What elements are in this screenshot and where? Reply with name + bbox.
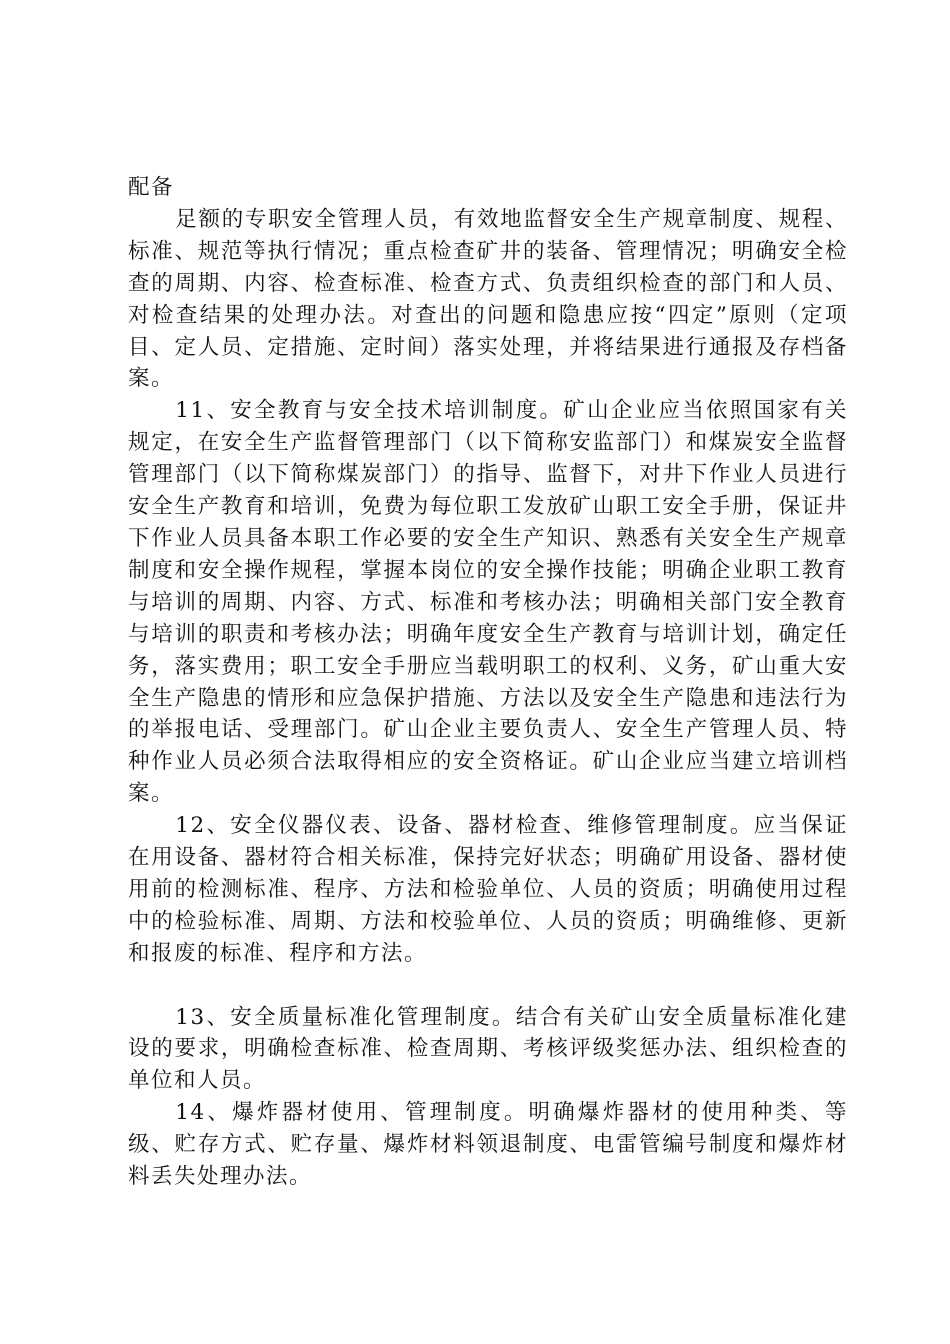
paragraph-gap: [128, 970, 848, 1002]
paragraph-11-safety-education: 11、安全教育与安全技术培训制度。矿山企业应当依照国家有关规定，在安全生产监督管理部门（以下简称安监部门）和煤炭安全监督管理部门（以下简称煤炭部门）的指导、监督下，对井下作业人员进行安全生产教育和培训，免费为每位职工发放矿山职工安全手册，保证井下作业人员具备本职工作必要的安全生产知识、熟悉有关安全生产规章制度和安全操作规程，掌握本岗位的安全操作技能；明确企业职工教育与培训的周期、内容、方式、标准和考核办法；明确相关部门安全教育与培训的职责和考核办法；明确年度安全生产教育与培训计划，确定任务，落实费用；职工安全手册应当载明职工的权利、义务，矿山重大安全生产隐患的情形和应急保护措施、方法以及安全生产隐患和违法行为的举报电话、受理部门。矿山企业主要负责人、安全生产管理人员、特种作业人员必须合法取得相应的安全资格证。矿山企业应当建立培训档案。: [128, 398, 848, 807]
paragraph-13-quality-standardization: 13、安全质量标准化管理制度。结合有关矿山安全质量标准化建设的要求，明确检查标准、检查周期、考核评级奖惩办法、组织检查的单位和人员。: [128, 1004, 848, 1094]
paragraph-14-explosives-management: 14、爆炸器材使用、管理制度。明确爆炸器材的使用种类、等级、贮存方式、贮存量、爆炸材料领退制度、电雷管编号制度和爆炸材料丢失处理办法。: [128, 1100, 848, 1190]
document-body: [128, 172, 848, 1193]
paragraph-12-instrument-maintenance: 12、安全仪器仪表、设备、器材检查、维修管理制度。应当保证在用设备、器材符合相关标准，保持完好状态；明确矿用设备、器材使用前的检测标准、程序、方法和检验单位、人员的资质；明确使用过程中的检验标准、周期、方法和校验单位、人员的资质；明确维修、更新和报废的标准、程序和方法。: [128, 813, 848, 966]
paragraph-heading-fragment: 配备: [128, 175, 175, 200]
paragraph-safety-inspection: 足额的专职安全管理人员，有效地监督安全生产规章制度、规程、标准、规范等执行情况；重点检查矿井的装备、管理情况；明确安全检查的周期、内容、检查标准、检查方式、负责组织检查的部门和人员、对检查结果的处理办法。对查出的问题和隐患应按“四定”原则（定项目、定人员、定措施、定时间）落实处理，并将结果进行通报及存档备案。: [128, 206, 848, 392]
